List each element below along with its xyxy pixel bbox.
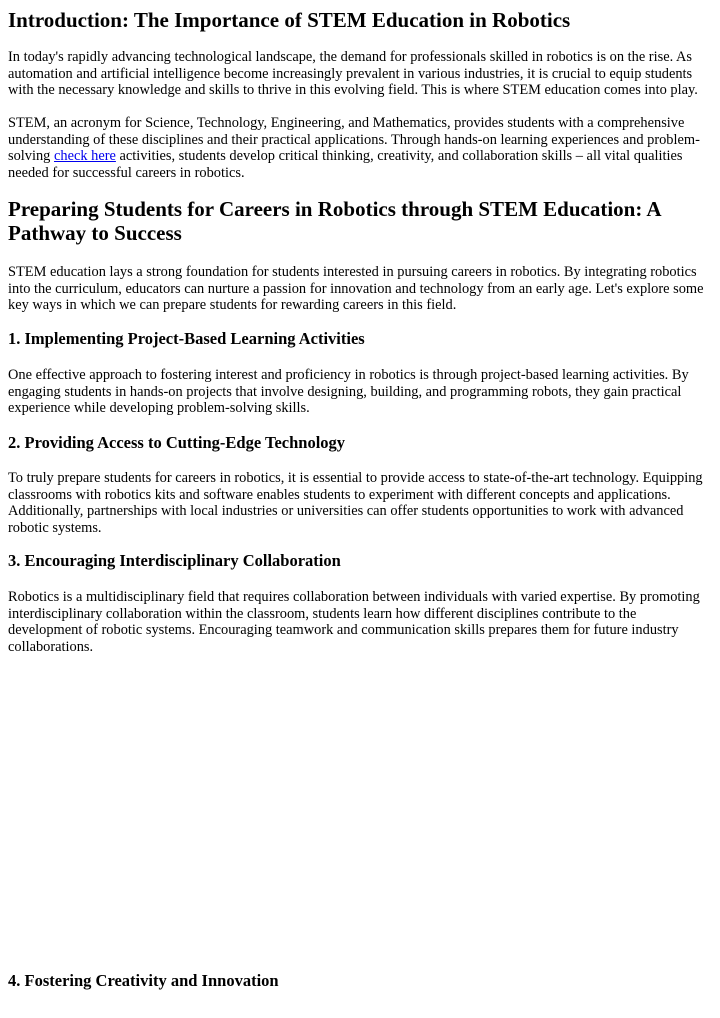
- page-title: Introduction: The Importance of STEM Education in Robotics: [8, 8, 571, 32]
- section-2-paragraph: To truly prepare students for careers in robotics, it is essential to provide access to state-of-the-art technology. Equipping classrooms with robotics kits and software enables students to experiment with different concepts and applications. Additionally, partnerships with local industries or universities can offer students opportunities to work with advanced robotic systems.: [8, 470, 703, 536]
- section-1-heading: 1. Implementing Project-Based Learning Activities: [8, 329, 365, 348]
- intro-paragraph-2-text-start: STEM, an acronym for Science, Technology, Engineering, and Mathematics, provides students with a comprehensive understanding of these disciplines and their practical applications. Through hands-on learning experiences and problem-solving: [8, 115, 700, 165]
- careers-heading: Preparing Students for Careers in Robotics through STEM Education: A Pathway to Success: [8, 197, 661, 245]
- careers-paragraph: STEM education lays a strong foundation for students interested in pursuing careers in robotics. By integrating robotics into the curriculum, educators can nurture a passion for innovation and technology from an early age. Let's explore some key ways in which we can prepare students for rewarding careers in this field.: [8, 264, 704, 314]
- section-2-heading: 2. Providing Access to Cutting-Edge Technology: [8, 433, 346, 452]
- intro-paragraph-2: [8, 115, 712, 181]
- section-1-paragraph: One effective approach to fostering interest and proficiency in robotics is through project-based learning activities. By engaging students in hands-on projects that involve designing, building, and programming robots, they gain practical experience while developing problem-solving skills.: [8, 367, 689, 417]
- section-3-paragraph: Robotics is a multidisciplinary field that requires collaboration between individuals with varied expertise. By promoting interdisciplinary collaboration within the classroom, students learn how different disciplines contribute to the development of robotic systems. Encouraging teamwork and communication skills prepares them for future industry collaborations.: [8, 589, 700, 655]
- section-4-heading: 4. Fostering Creativity and Innovation: [8, 971, 279, 990]
- section-3-heading: 3. Encouraging Interdisciplinary Collaboration: [8, 551, 341, 570]
- intro-paragraph-2-text-end: activities, students develop critical thinking, creativity, and collaboration skills – all vital qualities needed for successful careers in robotics.: [8, 148, 683, 181]
- intro-paragraph-1: In today's rapidly advancing technological landscape, the demand for professionals skilled in robotics is on the rise. As automation and artificial intelligence become increasingly prevalent in various industries, it is crucial to equip students with the necessary knowledge and skills to thrive in this evolving field. This is where STEM education comes into play.: [8, 49, 698, 99]
- check-here-link[interactable]: check here: [53, 148, 116, 165]
